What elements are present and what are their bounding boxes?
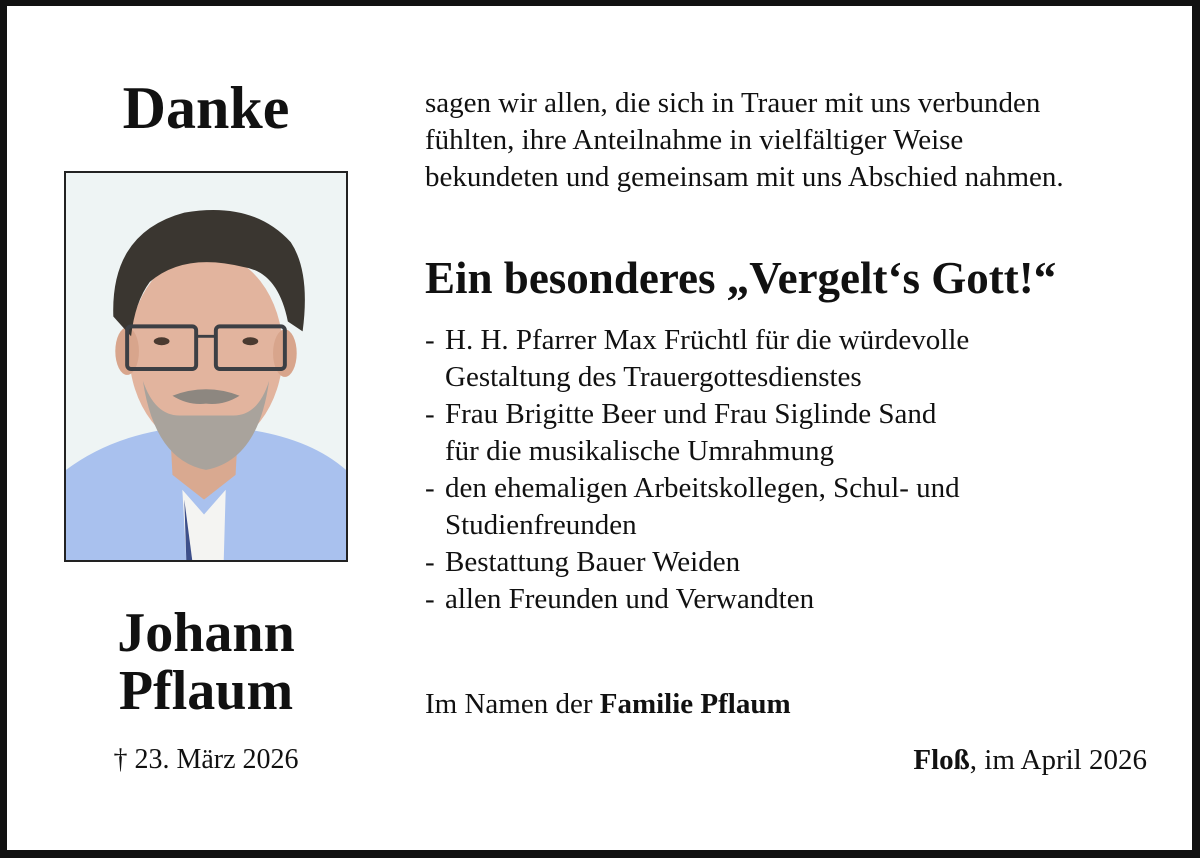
dash-bullet: - <box>425 472 435 504</box>
list-item-line: allen Freunden und Verwandten <box>445 583 815 615</box>
danke-heading: Danke <box>122 75 290 141</box>
cross-icon: † <box>113 744 128 775</box>
portrait-image <box>66 173 346 560</box>
list-item-line: Studienfreunden <box>445 509 637 541</box>
dash-bullet: - <box>425 324 435 356</box>
intro-line: sagen wir allen, die sich in Trauer mit uns verbunden <box>425 87 1041 119</box>
intro-text <box>425 85 1185 196</box>
list-item <box>425 544 1185 581</box>
list-item-line: Frau Brigitte Beer und Frau Siglinde Sand <box>445 398 937 430</box>
signature-line <box>425 686 791 723</box>
dash-bullet: - <box>425 583 435 615</box>
list-item-line: für die musikalische Umrahmung <box>445 435 834 467</box>
list-item-line: den ehemaligen Arbeitskollegen, Schul- und <box>445 472 960 504</box>
dash-bullet: - <box>425 546 435 578</box>
list-item <box>425 470 1185 544</box>
signature-prefix: Im Namen der <box>425 688 600 720</box>
deceased-first-name: Johann <box>117 602 295 664</box>
list-item-line: H. H. Pfarrer Max Früchtl für die würdevolle <box>445 324 970 356</box>
thanks-list <box>425 322 1185 618</box>
date-text: , im April 2026 <box>969 744 1147 776</box>
list-item <box>425 322 1185 396</box>
deceased-last-name: Pflaum <box>118 660 294 722</box>
list-item-line: Gestaltung des Trauergottesdienstes <box>445 361 862 393</box>
death-date-line <box>64 742 348 778</box>
list-item <box>425 581 1185 618</box>
death-date: 23. März 2026 <box>134 744 299 775</box>
intro-line: bekundeten und gemeinsam mit uns Abschied nahmen. <box>425 161 1064 193</box>
place-name: Floß <box>913 744 970 776</box>
family-name: Familie Pflaum <box>599 688 791 720</box>
dash-bullet: - <box>425 398 435 430</box>
deceased-name <box>64 604 348 720</box>
vergelts-gott-heading: Ein besonderes „Vergelt‘s Gott!“ <box>425 253 1057 303</box>
portrait-photo <box>64 171 348 562</box>
list-item-line: Bestattung Bauer Weiden <box>445 546 741 578</box>
list-item <box>425 396 1185 470</box>
intro-line: fühlten, ihre Anteilnahme in vielfältiger Weise <box>425 124 964 156</box>
place-date-line <box>913 742 1147 779</box>
